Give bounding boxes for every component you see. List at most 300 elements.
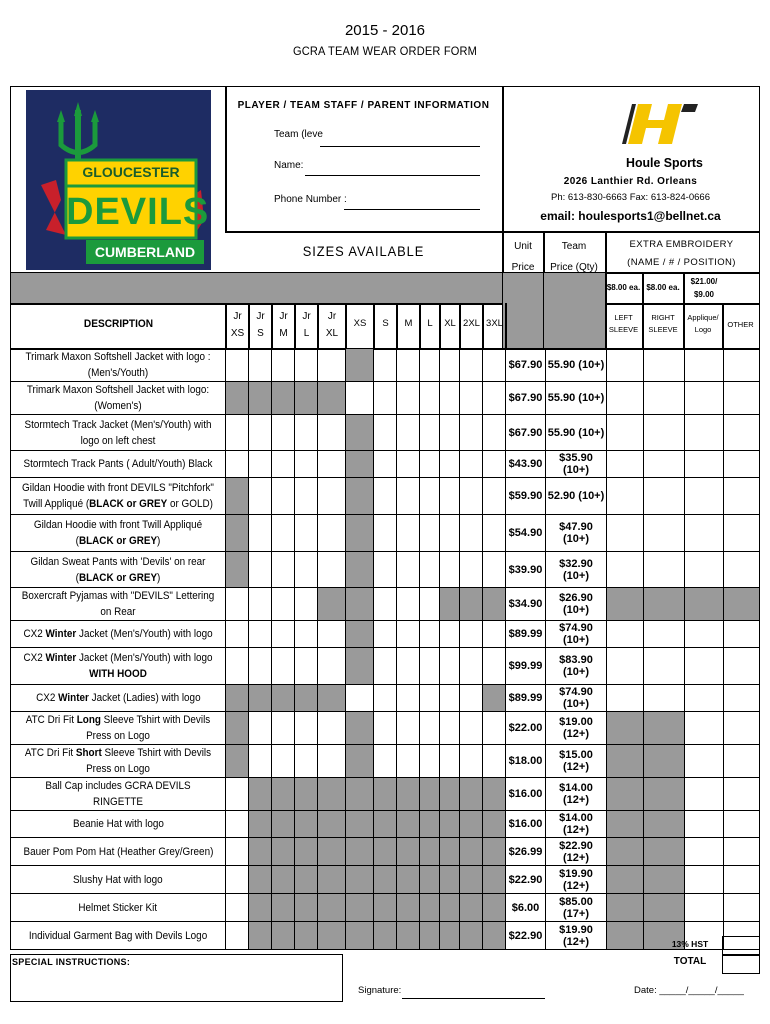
order-row (11, 382, 760, 415)
size-qty-cell[interactable] (295, 648, 318, 685)
size-qty-cell[interactable] (295, 451, 318, 478)
team-price: $14.00 (12+) (546, 811, 607, 838)
size-qty-cell[interactable] (440, 515, 460, 552)
size-qty-cell[interactable] (374, 451, 397, 478)
info-section-title: PLAYER / TEAM STAFF / PARENT INFORMATION (237, 100, 490, 111)
embroidery-cell[interactable] (724, 745, 760, 778)
size-qty-cell[interactable] (226, 349, 249, 382)
team-price: $19.00 (12+) (546, 712, 607, 745)
size-qty-cell[interactable] (460, 478, 483, 515)
size-qty-cell (318, 811, 346, 838)
name-label: Name: (274, 160, 304, 171)
size-qty-cell[interactable] (440, 451, 460, 478)
embroidery-cell[interactable] (685, 621, 724, 648)
size-qty-cell[interactable] (483, 648, 506, 685)
size-qty-cell (397, 894, 420, 922)
size-qty-cell (249, 894, 272, 922)
size-qty-cell[interactable] (397, 588, 420, 621)
size-qty-cell[interactable] (460, 712, 483, 745)
size-qty-cell[interactable] (318, 415, 346, 451)
size-qty-cell[interactable] (440, 648, 460, 685)
size-qty-cell (460, 838, 483, 866)
size-qty-cell (318, 588, 346, 621)
team-price: $83.90 (10+) (546, 648, 607, 685)
vendor-name: Houle Sports (626, 155, 703, 170)
embroidery-cell[interactable] (685, 866, 724, 894)
size-qty-cell[interactable] (272, 621, 295, 648)
size-qty-cell[interactable] (397, 515, 420, 552)
embroidery-cell[interactable] (644, 478, 685, 515)
embroidery-cell[interactable] (724, 478, 760, 515)
size-qty-cell[interactable] (374, 745, 397, 778)
size-qty-cell (374, 811, 397, 838)
size-qty-cell[interactable] (420, 685, 440, 712)
size-qty-cell[interactable] (397, 415, 420, 451)
size-qty-cell (295, 382, 318, 415)
size-qty-cell[interactable] (295, 712, 318, 745)
embroidery-cell[interactable] (607, 349, 644, 382)
size-qty-cell[interactable] (226, 811, 249, 838)
embroidery-cell[interactable] (644, 648, 685, 685)
unit-price: $18.00 (506, 745, 546, 778)
embroidery-cell[interactable] (685, 811, 724, 838)
size-qty-cell[interactable] (420, 349, 440, 382)
size-qty-cell[interactable] (249, 349, 272, 382)
size-qty-cell (483, 685, 506, 712)
size-qty-cell (272, 685, 295, 712)
team-level-field[interactable] (320, 146, 480, 147)
header-divider (345, 303, 347, 350)
size-qty-cell[interactable] (272, 349, 295, 382)
embroidery-cell[interactable] (724, 515, 760, 552)
size-qty-cell (483, 922, 506, 950)
size-qty-cell[interactable] (483, 552, 506, 588)
embroidery-cell[interactable] (685, 894, 724, 922)
size-qty-cell[interactable] (318, 648, 346, 685)
embroidery-cell[interactable] (724, 552, 760, 588)
size-qty-cell[interactable] (440, 621, 460, 648)
size-qty-cell (226, 478, 249, 515)
extra-embroidery-header (605, 236, 758, 272)
form-year: 2015 - 2016 (344, 22, 426, 39)
logo-line3: CUMBERLAND (94, 244, 196, 260)
embroidery-cell[interactable] (685, 349, 724, 382)
embroidery-cell[interactable] (724, 451, 760, 478)
size-qty-cell[interactable] (249, 621, 272, 648)
embroidery-cell (644, 894, 685, 922)
order-row (11, 894, 760, 922)
size-qty-cell (397, 866, 420, 894)
embroidery-cell[interactable] (724, 349, 760, 382)
size-qty-cell[interactable] (420, 648, 440, 685)
total-field[interactable] (722, 954, 760, 974)
size-qty-cell[interactable] (460, 648, 483, 685)
size-qty-cell[interactable] (483, 712, 506, 745)
size-qty-cell[interactable] (460, 415, 483, 451)
size-qty-cell[interactable] (440, 712, 460, 745)
embroidery-cell[interactable] (724, 811, 760, 838)
embroidery-cell[interactable] (607, 621, 644, 648)
item-description: Boxercraft Pyjamas with "DEVILS" Lettering on Rear (11, 588, 226, 621)
size-qty-cell (374, 922, 397, 950)
size-qty-cell[interactable] (460, 451, 483, 478)
size-qty-cell[interactable] (483, 745, 506, 778)
unit-price: $22.90 (506, 866, 546, 894)
logo-line2: DEVILS (66, 191, 210, 233)
size-qty-cell[interactable] (397, 349, 420, 382)
embroidery-cell (644, 838, 685, 866)
size-qty-cell[interactable] (483, 349, 506, 382)
header-divider (294, 303, 296, 350)
size-qty-cell[interactable] (295, 515, 318, 552)
size-qty-cell[interactable] (440, 382, 460, 415)
order-row (11, 811, 760, 838)
vendor-phone: Ph: 613-830-6663 Fax: 613-824-0666 (551, 192, 710, 203)
size-qty-cell[interactable] (318, 478, 346, 515)
order-row (11, 778, 760, 811)
size-qty-cell[interactable] (374, 588, 397, 621)
item-description: CX2 Winter Jacket (Ladies) with logo (11, 685, 226, 712)
size-qty-cell[interactable] (397, 712, 420, 745)
embroidery-cell[interactable] (724, 778, 760, 811)
size-qty-cell[interactable] (318, 621, 346, 648)
size-qty-cell[interactable] (460, 745, 483, 778)
size-qty-cell[interactable] (440, 349, 460, 382)
adult-size-header: 3XL (486, 318, 503, 329)
order-row (11, 349, 760, 382)
team-price: $26.90 (10+) (546, 588, 607, 621)
embroidery-cell[interactable] (607, 648, 644, 685)
adult-size-header: S (382, 318, 389, 329)
unit-price-line1: Unit (514, 241, 532, 252)
vendor-email: email: houlesports1@bellnet.ca (540, 209, 721, 223)
size-qty-cell[interactable] (420, 745, 440, 778)
embroidery-cell[interactable] (685, 685, 724, 712)
embroidery-cell[interactable] (685, 712, 724, 745)
size-qty-cell[interactable] (440, 685, 460, 712)
unit-price: $67.90 (506, 382, 546, 415)
size-qty-cell[interactable] (272, 478, 295, 515)
size-qty-cell[interactable] (226, 648, 249, 685)
embroidery-cell[interactable] (724, 382, 760, 415)
size-qty-cell[interactable] (420, 451, 440, 478)
size-qty-cell[interactable] (318, 515, 346, 552)
size-qty-cell[interactable] (249, 588, 272, 621)
size-qty-cell[interactable] (397, 685, 420, 712)
size-qty-cell (272, 866, 295, 894)
embroidery-cell[interactable] (724, 621, 760, 648)
embroidery-cell[interactable] (607, 552, 644, 588)
size-qty-cell[interactable] (295, 415, 318, 451)
size-qty-cell[interactable] (295, 552, 318, 588)
unit-price: $22.00 (506, 712, 546, 745)
size-qty-cell (318, 685, 346, 712)
item-description: Gildan Hoodie with front DEVILS "Pitchfork" Twill Appliqué (BLACK or GREY or GOLD) (11, 478, 226, 515)
size-qty-cell[interactable] (226, 621, 249, 648)
item-description: Trimark Maxon Softshell Jacket with logo : (Men's/Youth) (11, 349, 226, 382)
embroidery-cell (644, 745, 685, 778)
extra-embroidery-line2: (NAME / # / POSITION) (627, 257, 736, 268)
embroidery-cell[interactable] (644, 621, 685, 648)
size-qty-cell[interactable] (420, 415, 440, 451)
size-qty-cell[interactable] (295, 588, 318, 621)
item-description: ATC Dri Fit Short Sleeve Tshirt with Devils Press on Logo (11, 745, 226, 778)
embroidery-cell[interactable] (724, 685, 760, 712)
size-qty-cell[interactable] (346, 685, 374, 712)
size-qty-cell[interactable] (420, 478, 440, 515)
size-qty-cell (440, 811, 460, 838)
embroidery-cell[interactable] (724, 712, 760, 745)
special-instructions-label: SPECIAL INSTRUCTIONS: (12, 957, 131, 967)
size-qty-cell[interactable] (483, 382, 506, 415)
size-qty-cell (249, 778, 272, 811)
embroidery-cell[interactable] (685, 648, 724, 685)
size-qty-cell[interactable] (272, 415, 295, 451)
size-qty-cell[interactable] (226, 778, 249, 811)
size-qty-cell[interactable] (420, 621, 440, 648)
size-qty-cell[interactable] (249, 451, 272, 478)
embroidery-cell[interactable] (644, 451, 685, 478)
size-qty-cell (440, 894, 460, 922)
size-qty-cell (318, 838, 346, 866)
size-qty-cell[interactable] (374, 685, 397, 712)
item-description: Bauer Pom Pom Hat (Heather Grey/Green) (11, 838, 226, 866)
size-qty-cell (374, 838, 397, 866)
size-qty-cell (346, 838, 374, 866)
size-qty-cell (346, 621, 374, 648)
embroidery-cell[interactable] (724, 648, 760, 685)
size-qty-cell[interactable] (226, 415, 249, 451)
embroidery-cell[interactable] (685, 552, 724, 588)
size-qty-cell[interactable] (460, 349, 483, 382)
size-qty-cell[interactable] (374, 478, 397, 515)
size-qty-cell[interactable] (374, 349, 397, 382)
unit-price: $89.99 (506, 685, 546, 712)
size-qty-cell[interactable] (249, 712, 272, 745)
size-qty-cell (397, 922, 420, 950)
size-qty-cell (346, 778, 374, 811)
size-qty-cell[interactable] (374, 415, 397, 451)
size-qty-cell[interactable] (272, 515, 295, 552)
size-qty-cell[interactable] (397, 451, 420, 478)
embroidery-cell[interactable] (607, 515, 644, 552)
size-qty-cell[interactable] (440, 415, 460, 451)
applique-price: $21.00/ $9.00 (690, 277, 718, 299)
name-field[interactable] (305, 175, 480, 176)
embroidery-cell[interactable] (685, 778, 724, 811)
date-field[interactable]: Date: _____/_____/_____ (634, 985, 744, 996)
item-description: CX2 Winter Jacket (Men's/Youth) with logo WITH HOOD (11, 648, 226, 685)
size-qty-cell (272, 838, 295, 866)
size-qty-cell[interactable] (374, 648, 397, 685)
embroidery-cell[interactable] (644, 685, 685, 712)
size-qty-cell[interactable] (272, 552, 295, 588)
size-qty-cell[interactable] (460, 515, 483, 552)
item-description: Slushy Hat with logo (11, 866, 226, 894)
embroidery-cell[interactable] (644, 415, 685, 451)
size-qty-cell[interactable] (483, 478, 506, 515)
size-qty-cell[interactable] (483, 451, 506, 478)
size-qty-cell[interactable] (420, 588, 440, 621)
size-qty-cell[interactable] (295, 621, 318, 648)
embroidery-cell[interactable] (607, 415, 644, 451)
extra-col-header: LEFT SLEEVE (608, 313, 639, 334)
size-qty-cell[interactable] (295, 349, 318, 382)
size-qty-cell[interactable] (483, 515, 506, 552)
size-qty-cell (295, 922, 318, 950)
embroidery-cell (607, 778, 644, 811)
embroidery-cell[interactable] (607, 478, 644, 515)
embroidery-cell[interactable] (644, 349, 685, 382)
size-qty-cell[interactable] (420, 712, 440, 745)
size-qty-cell[interactable] (346, 382, 374, 415)
embroidery-cell[interactable] (724, 415, 760, 451)
size-qty-cell[interactable] (226, 922, 249, 950)
size-qty-cell[interactable] (397, 648, 420, 685)
size-qty-cell[interactable] (483, 415, 506, 451)
header-divider (271, 303, 273, 350)
item-description: Ball Cap includes GCRA DEVILS RINGETTE (11, 778, 226, 811)
embroidery-cell[interactable] (685, 515, 724, 552)
size-qty-cell[interactable] (272, 588, 295, 621)
size-qty-cell[interactable] (226, 894, 249, 922)
size-qty-cell[interactable] (249, 515, 272, 552)
size-qty-cell[interactable] (226, 838, 249, 866)
size-qty-cell[interactable] (420, 382, 440, 415)
size-qty-cell[interactable] (374, 712, 397, 745)
embroidery-cell[interactable] (685, 745, 724, 778)
size-qty-cell[interactable] (440, 552, 460, 588)
embroidery-cell[interactable] (685, 478, 724, 515)
phone-field[interactable] (344, 209, 480, 210)
order-row (11, 922, 760, 950)
embroidery-cell[interactable] (724, 838, 760, 866)
embroidery-cell[interactable] (724, 894, 760, 922)
size-qty-cell (440, 922, 460, 950)
extra-col-header: RIGHT SLEEVE (648, 313, 678, 334)
size-qty-cell (346, 712, 374, 745)
embroidery-cell[interactable] (644, 382, 685, 415)
size-qty-cell[interactable] (318, 712, 346, 745)
size-qty-cell[interactable] (272, 451, 295, 478)
size-qty-cell[interactable] (397, 745, 420, 778)
size-qty-cell (295, 866, 318, 894)
embroidery-cell[interactable] (607, 451, 644, 478)
unit-price: $34.90 (506, 588, 546, 621)
embroidery-cell[interactable] (607, 382, 644, 415)
size-qty-cell (346, 415, 374, 451)
size-qty-cell[interactable] (374, 552, 397, 588)
size-qty-cell (374, 866, 397, 894)
size-qty-cell[interactable] (397, 552, 420, 588)
size-qty-cell[interactable] (249, 478, 272, 515)
team-price: $19.90 (12+) (546, 866, 607, 894)
size-qty-cell[interactable] (420, 515, 440, 552)
team-price-header (543, 236, 605, 278)
embroidery-cell (685, 588, 724, 621)
size-qty-cell (374, 778, 397, 811)
order-row (11, 866, 760, 894)
size-qty-cell[interactable] (272, 648, 295, 685)
embroidery-cell[interactable] (607, 685, 644, 712)
size-qty-cell[interactable] (460, 685, 483, 712)
size-qty-cell[interactable] (295, 478, 318, 515)
size-qty-cell[interactable] (318, 349, 346, 382)
jr-size-header: Jr L (302, 311, 311, 339)
size-qty-cell[interactable] (420, 552, 440, 588)
team-price: $32.90 (10+) (546, 552, 607, 588)
size-qty-cell[interactable] (374, 621, 397, 648)
size-qty-cell[interactable] (318, 451, 346, 478)
size-qty-cell[interactable] (483, 621, 506, 648)
unit-price: $43.90 (506, 451, 546, 478)
size-qty-cell[interactable] (226, 866, 249, 894)
header-divider (248, 303, 250, 350)
size-qty-cell (440, 588, 460, 621)
size-qty-cell (420, 778, 440, 811)
size-qty-cell[interactable] (397, 382, 420, 415)
item-description: ATC Dri Fit Long Sleeve Tshirt with Devils Press on Logo (11, 712, 226, 745)
size-qty-cell[interactable] (272, 745, 295, 778)
size-qty-cell[interactable] (440, 478, 460, 515)
team-price: 55.90 (10+) (546, 349, 607, 382)
team-price-line1: Team (561, 241, 587, 252)
size-qty-cell (483, 894, 506, 922)
size-qty-cell[interactable] (295, 745, 318, 778)
size-qty-cell[interactable] (249, 648, 272, 685)
size-qty-cell[interactable] (226, 588, 249, 621)
description-header: DESCRIPTION (83, 318, 154, 330)
size-qty-cell[interactable] (460, 621, 483, 648)
size-qty-cell (346, 648, 374, 685)
embroidery-cell[interactable] (724, 866, 760, 894)
size-qty-cell[interactable] (318, 552, 346, 588)
vendor-address: 2026 Lanthier Rd. Orleans (563, 176, 698, 187)
size-qty-cell[interactable] (440, 745, 460, 778)
size-qty-cell[interactable] (249, 552, 272, 588)
embroidery-cell[interactable] (685, 838, 724, 866)
size-qty-cell[interactable] (374, 382, 397, 415)
team-price: $35.90 (10+) (546, 451, 607, 478)
embroidery-cell[interactable] (685, 382, 724, 415)
logo-artwork (26, 90, 211, 270)
size-qty-cell[interactable] (397, 478, 420, 515)
size-qty-cell[interactable] (318, 745, 346, 778)
embroidery-cell (644, 778, 685, 811)
size-qty-cell[interactable] (272, 712, 295, 745)
embroidery-cell[interactable] (685, 415, 724, 451)
size-qty-cell[interactable] (397, 621, 420, 648)
size-qty-cell (226, 685, 249, 712)
size-qty-cell[interactable] (460, 382, 483, 415)
embroidery-cell[interactable] (644, 552, 685, 588)
size-qty-cell[interactable] (249, 415, 272, 451)
embroidery-cell[interactable] (644, 515, 685, 552)
size-qty-cell[interactable] (249, 745, 272, 778)
team-price: $85.00 (17+) (546, 894, 607, 922)
embroidery-cell[interactable] (685, 451, 724, 478)
size-qty-cell (272, 811, 295, 838)
unit-price: $22.90 (506, 922, 546, 950)
hst-field[interactable] (722, 936, 760, 956)
size-qty-cell (318, 894, 346, 922)
size-qty-cell (249, 922, 272, 950)
size-qty-cell (295, 778, 318, 811)
size-qty-cell[interactable] (226, 451, 249, 478)
size-qty-cell[interactable] (460, 552, 483, 588)
signature-field[interactable] (402, 998, 545, 999)
size-qty-cell[interactable] (374, 515, 397, 552)
